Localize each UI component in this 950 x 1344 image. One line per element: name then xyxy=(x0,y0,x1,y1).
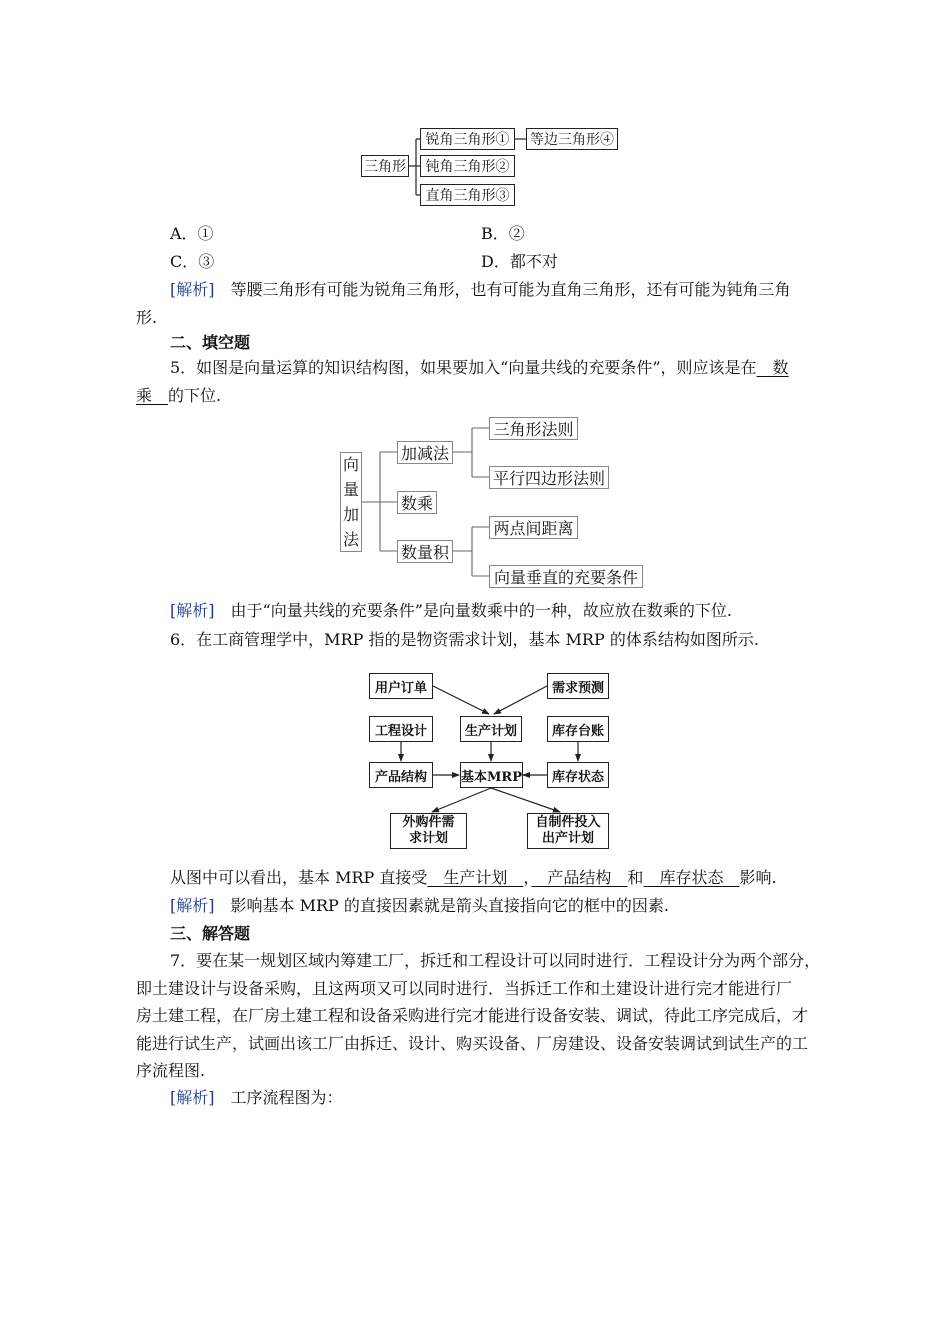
q6-analysis-text: 影响基本 MRP 的直接因素就是箭头直接指向它的框中的因素. xyxy=(230,896,669,915)
q6-analysis xyxy=(170,896,669,916)
vector-root-char-3: 加 xyxy=(342,505,359,524)
q7-line5: 序流程图. xyxy=(136,1061,206,1080)
self-made-line1: 自制件投入 xyxy=(535,815,601,830)
analysis-tag: [解析] xyxy=(170,896,215,915)
obtuse-triangle-box: 钝角三角形② xyxy=(420,155,515,177)
inventory-ledger-box: 库存台账 xyxy=(547,716,609,742)
analysis-tag: [解析] xyxy=(170,1088,215,1107)
q7-analysis-text: 工序流程图为： xyxy=(230,1088,343,1107)
answer-product-structure: 产品结构 xyxy=(531,868,628,887)
q6-answer-text: 从图中可以看出，基本 MRP 直接受 xyxy=(170,868,428,887)
scalar-mult-box: 数乘 xyxy=(397,491,437,514)
q7-line1: 7．要在某一规划区域内筹建工厂，拆迁和工程设计可以同时进行．工程设计分为两个部分， xyxy=(170,951,821,970)
purchased-parts-line1: 外购件需 xyxy=(402,815,455,830)
section-3-title: 三、解答题 xyxy=(170,924,251,943)
q6-text: 6．在工商管理学中，MRP 指的是物资需求计划，基本 MRP 的体系结构如图所示. xyxy=(170,630,759,649)
distance-box: 两点间距离 xyxy=(489,516,578,539)
vector-root-char-1: 向 xyxy=(342,455,359,474)
q4-analysis-text: 等腰三角形有可能为锐角三角形，也有可能为直角三角形，还有可能为钝角三角 xyxy=(230,280,791,299)
acute-triangle-box: 锐角三角形① xyxy=(420,128,515,150)
triangle-root-box: 三角形 xyxy=(361,155,409,177)
parallelogram-rule-box: 平行四边形法则 xyxy=(489,466,609,489)
q5-answer-part1: 数 xyxy=(756,358,789,377)
q5-answer-part2: 乘 xyxy=(136,386,169,405)
q5-text-end: 的下位. xyxy=(168,386,222,405)
q7-line3: 房土建工程，在厂房土建工程和设备采购进行完才能进行设备安装、调试，待此工序完成后，才 xyxy=(136,1006,809,1025)
answer-inventory-status: 库存状态 xyxy=(643,868,740,887)
q7-line4: 能进行试生产，试画出该工厂由拆迁、设计、购买设备、厂房建设、设备安装调试到试生产的工 xyxy=(136,1034,809,1053)
basic-mrp-box: 基本MRP xyxy=(460,762,523,788)
product-structure-box: 产品结构 xyxy=(369,762,433,788)
option-a: A．① xyxy=(170,224,214,243)
inventory-status-box: 库存状态 xyxy=(547,762,609,788)
demand-forecast-box: 需求预测 xyxy=(547,673,609,699)
option-d: D．都不对 xyxy=(481,252,558,271)
vector-root-char-2: 量 xyxy=(342,480,359,499)
equilateral-triangle-box: 等边三角形④ xyxy=(526,128,618,150)
analysis-tag: [解析] xyxy=(170,601,215,620)
self-made-parts-plan-box xyxy=(527,813,609,849)
perpendicular-box: 向量垂直的充要条件 xyxy=(489,565,643,588)
add-sub-box: 加减法 xyxy=(397,441,453,464)
q6-answer xyxy=(170,868,777,888)
q6-answer-end: 影响. xyxy=(739,868,777,887)
dot-product-box: 数量积 xyxy=(397,540,453,563)
production-plan-box: 生产计划 xyxy=(460,716,522,742)
answer-production-plan: 生产计划 xyxy=(427,868,524,887)
vector-root-char-4: 法 xyxy=(342,530,359,549)
triangle-rule-box: 三角形法则 xyxy=(489,417,578,440)
separator: ， xyxy=(523,868,532,887)
analysis-tag: [解析] xyxy=(170,280,215,299)
option-c: C．③ xyxy=(170,252,215,271)
q4-analysis-line2: 形. xyxy=(136,308,158,327)
section-2-title: 二、填空题 xyxy=(170,333,251,352)
purchased-parts-line2: 求计划 xyxy=(408,831,448,846)
q7-line2: 即土建设计与设备采购，且这两项又可以同时进行．当拆迁工作和土建设计进行完才能进行厂 xyxy=(136,979,793,998)
q5-analysis-text: 由于“向量共线的充要条件”是向量数乘中的一种，故应放在数乘的下位. xyxy=(230,601,732,620)
self-made-line2: 出产计划 xyxy=(541,831,594,846)
right-triangle-box: 直角三角形③ xyxy=(420,184,515,206)
user-order-box: 用户订单 xyxy=(369,673,433,699)
separator: 和 xyxy=(627,868,644,887)
q5-text: 5．如图是向量运算的知识结构图，如果要加入“向量共线的充要条件”，则应该是在 xyxy=(170,358,757,377)
engineering-design-box: 工程设计 xyxy=(369,716,433,742)
q7-analysis xyxy=(170,1088,343,1108)
option-b: B．② xyxy=(481,224,525,243)
purchased-parts-plan-box xyxy=(390,813,467,849)
